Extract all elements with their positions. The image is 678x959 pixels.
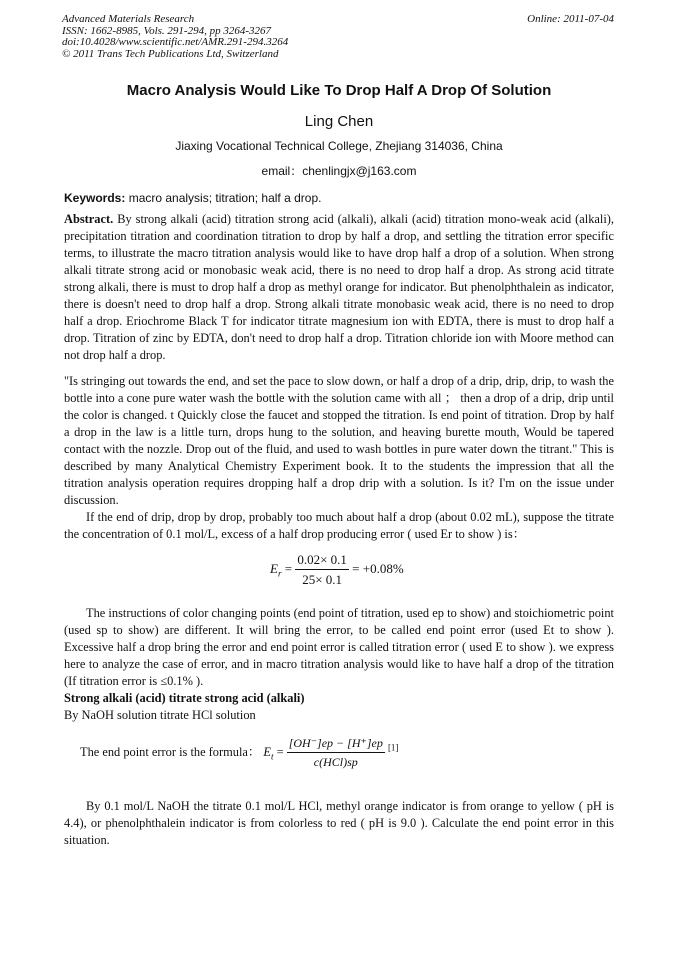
page-header xyxy=(62,14,614,60)
issn-line: ISSN: 1662-8985, Vols. 291-294, pp 3264-3267 xyxy=(62,24,271,37)
paper-title: Macro Analysis Would Like To Drop Half A Drop Of Solution xyxy=(126,82,552,99)
numerator: 0.02× 0.1 xyxy=(295,552,349,570)
formula-subscript: r xyxy=(277,568,282,579)
keywords-label: Keywords: xyxy=(64,191,126,205)
fraction xyxy=(287,736,385,770)
calc-section xyxy=(64,798,614,849)
paragraph: The instructions of color changing points (end point of titration, used ep to show) and stoichiometric point (used sp to show) are different. It will bring the error, to be called end point error (used Et to show ). Excessive half a drop bring the error and end point error is called titration error ( used E to show ). we express here to analyze the case of error, and in macro titration analysis would like to have half a drop of the titration (If titration error is ≤0.1% ). xyxy=(64,606,614,688)
formula-relative-error: $E_r$ = $\frac{0.02\times 0.1}{25\times 0.1}$ = +0.08% xyxy=(270,552,404,587)
formula-result: = +0.08% xyxy=(352,560,404,576)
online-date: Online: 2011-07-04 xyxy=(527,13,614,25)
formula-subscript: t xyxy=(271,751,274,762)
journal-name: Advanced Materials Research xyxy=(62,13,195,25)
paragraph: By 0.1 mol/L NaOH the titrate 0.1 mol/L HCl, methyl orange indicator is from orange to yellow ( pH is 4.4), or phenolphthalein indicator is from colorless to red ( pH is 9.0 ). Calculate the end point error in this situation. xyxy=(64,799,614,847)
paragraph: "Is stringing out towards the end, and set the pace to slow down, or half a drop of a drip, drip, drip, to wash the bottle into a cone pure water wash the bottle with the solution came with all ； then a drop of a drip, drip until the color is changed. t Quickly close the faucet and stopped the titration. Is end point of titration. Drop by half a drop in the law is a little turn, drops hung to the solution, and heaving burette mouth, Would be tapered contact with the nozzle. Drop out of the fluid, and used to wash bottles in pure water down the titrant." This is described by many Analytical Chemistry Experiment book. It to the students the impression that all the titration analysis operation requires dropping half a drop drip with a solution. Is it? I'm on the issue under discussion. xyxy=(64,374,614,507)
formula-lead: The end point error is the formula： xyxy=(80,744,261,759)
error-section xyxy=(64,605,614,724)
formula-lhs: E xyxy=(270,560,278,576)
abstract xyxy=(64,211,614,364)
denominator: 25× 0.1 xyxy=(302,572,343,587)
author-name: Ling Chen xyxy=(304,113,374,130)
subsection-text: By NaOH solution titrate HCl solution xyxy=(64,708,256,722)
abstract-label: Abstract. xyxy=(64,212,114,226)
keywords-text: macro analysis; titration; half a drop. xyxy=(125,191,322,205)
affiliation: Jiaxing Vocational Technical College, Zhejiang 314036, China xyxy=(175,139,503,153)
section-heading: Strong alkali (acid) titrate strong acid (alkali) xyxy=(64,691,305,705)
paragraph: If the end of drip, drop by drop, probably too much about half a drop (about 0.02 mL), suppose the titrate the concentration of 0.1 mol/L, excess of a half drop producing error ( used Er to show ) is： xyxy=(64,510,614,541)
formula-endpoint-error: The end point error is the formula： $E_t$ = $\frac{[OH^-]ep - [H^+]ep}{\text{c(HCl)sp}}$ [1] xyxy=(80,736,399,769)
copyright-line: © 2011 Trans Tech Publications Ltd, Switzerland xyxy=(62,47,279,60)
doi-line: doi:10.4028/www.scientific.net/AMR.291-294.3264 xyxy=(62,36,289,48)
intro-section xyxy=(64,373,614,543)
keywords xyxy=(64,191,321,205)
fraction xyxy=(295,552,349,588)
numerator: [OH⁻]ep − [H⁺]ep xyxy=(287,736,385,753)
abstract-text: By strong alkali (acid) titration strong acid (alkali), alkali (acid) titration mono-weak acid (alkali), precipitation titration and coordination titration to drop by half a drop, and settling the titration error specific terms, to illustrate the macro titration analysis would like to have drop half a drop of a solution. When strong alkali titrate strong acid or monobasic weak acid, there is no need to drop half a drop. As strong acid titrate strong alkali, there is must to drop half a drop as methyl orange for indicator. But phenolphthalein as indicator, there is doesn't need to drop half a drop. Strong alkali titrate monobasic weak acid, there is no need to drop half a drop. Eriochrome Black T for indicator titrate magnesium ion with EDTA, there is must to drop half a drop. Titration of zinc by EDTA, don't need to drop half a drop. Titration chloride ion with Moore method can not drop half a drop. xyxy=(64,212,614,362)
email: email：chenlingjx@j163.com xyxy=(261,164,417,178)
citation-ref: [1] xyxy=(387,742,399,753)
denominator: c(HCl)sp xyxy=(313,755,358,769)
formula-lhs: E xyxy=(263,744,271,759)
